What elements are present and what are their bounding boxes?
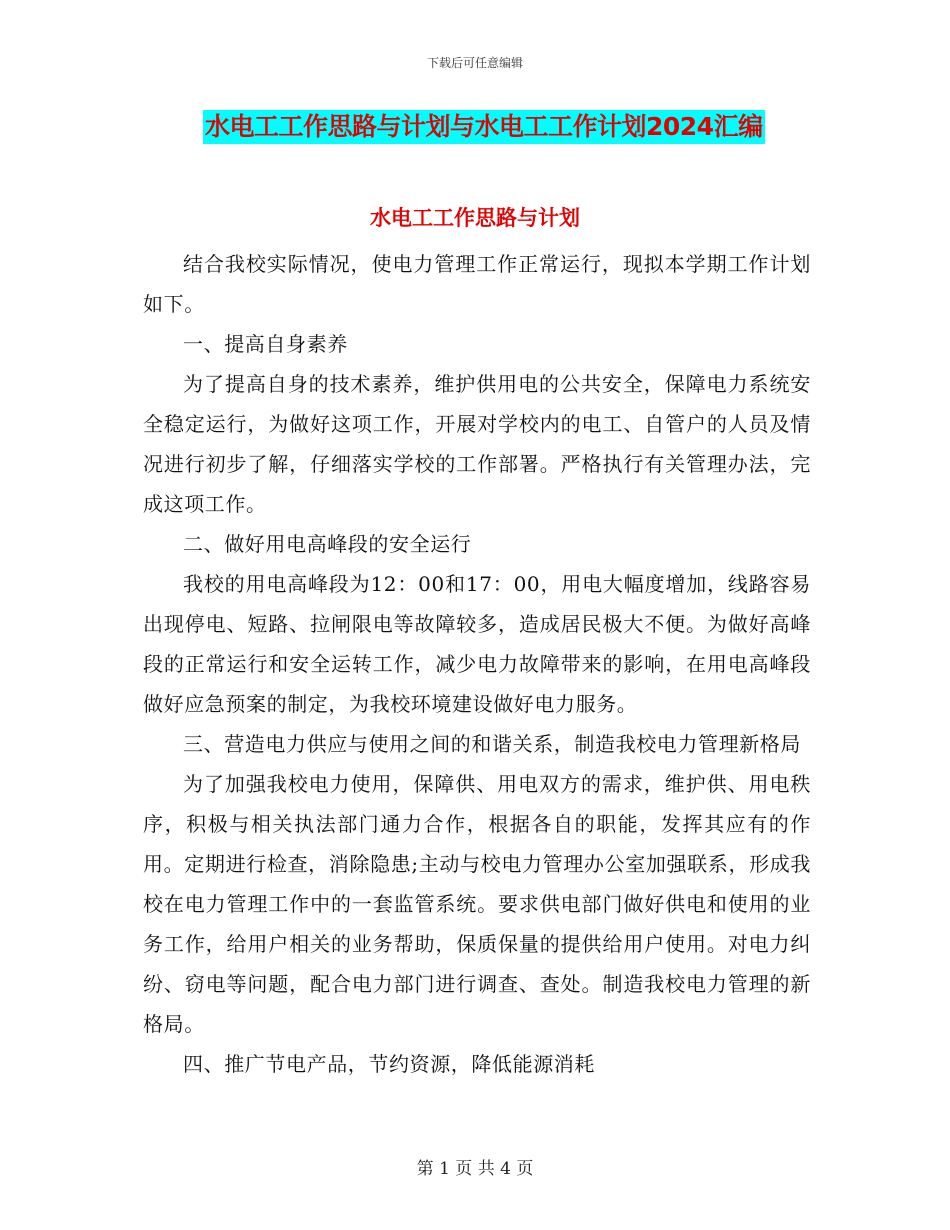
header-note: 下载后可任意编辑: [426, 56, 523, 70]
heading-2: 二、做好用电高峰段的安全运行: [183, 532, 472, 556]
document-title: 水电工工作思路与计划与水电工工作计划2024汇编: [203, 110, 765, 144]
paragraph-2: 我校的用电高峰段为12：00和17：00，用电大幅度增加，线路容易出现停电、短路、拉闸限电等故障较多，造成居民极大不便。为做好高峰段的正常运行和安全运转工作，减少电力故障带来的影响，在用电高峰段做好应急预案的制定，为我校环境建设做好电力服务。: [143, 572, 811, 716]
page-number: 第 1 页 共 4 页: [416, 1159, 534, 1179]
paragraph-intro: 结合我校实际情况，使电力管理工作正常运行，现拟本学期工作计划如下。: [143, 252, 811, 316]
heading-4: 四、推广节电产品，节约资源，降低能源消耗: [183, 1052, 595, 1076]
paragraph-1: 为了提高自身的技术素养，维护供用电的公共安全，保障电力系统安全稳定运行，为做好这项工作，开展对学校内的电工、自管户的人员及情况进行初步了解，仔细落实学校的工作部署。严格执行有关管理办法，完成这项工作。: [143, 372, 811, 516]
paragraph-3: 为了加强我校电力使用，保障供、用电双方的需求，维护供、用电秩序，积极与相关执法部门通力合作，根据各自的职能，发挥其应有的作用。定期进行检查，消除隐患;主动与校电力管理办公室加强联系，形成我校在电力管理工作中的一套监管系统。要求供电部门做好供电和使用的业务工作，给用户相关的业务帮助，保质保量的提供给用户使用。对电力纠纷、窃电等问题，配合电力部门进行调查、查处。制造我校电力管理的新格局。: [143, 772, 811, 1036]
document-body: [143, 244, 811, 1084]
heading-3: 三、营造电力供应与使用之间的和谐关系，制造我校电力管理新格局: [183, 732, 801, 756]
heading-1: 一、提高自身素养: [183, 332, 348, 356]
section-title: 水电工工作思路与计划: [370, 206, 580, 230]
